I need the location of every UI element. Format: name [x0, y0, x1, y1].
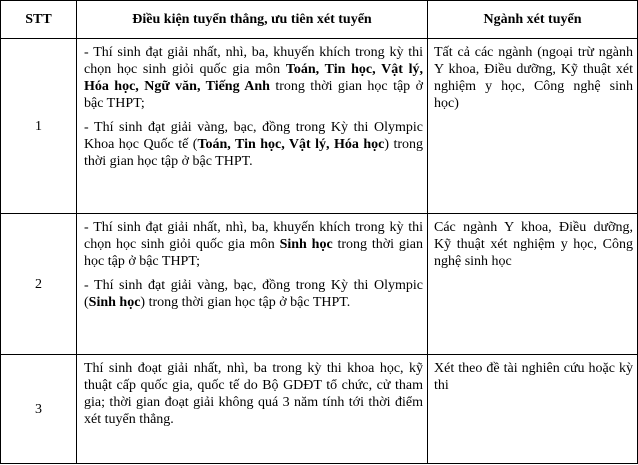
- table-row: [1, 39, 638, 214]
- subject-list: Sinh học: [88, 295, 141, 310]
- condition-paragraph: [84, 44, 423, 112]
- major-cell: Xét theo đề tài nghiên cứu hoặc kỳ thi: [428, 355, 638, 464]
- subject-list: Sinh học: [279, 237, 333, 252]
- row-number: 1: [1, 39, 77, 214]
- condition-text: - Thí sinh đạt giải vàng, bạc, đồng trong Kỳ thi Olympic (: [84, 278, 423, 310]
- condition-paragraph: Thí sinh đoạt giải nhất, nhì, ba trong kỳ thi khoa học, kỹ thuật cấp quốc gia, quốc tế do Bộ GDĐT tổ chức, cử tham gia; thời gian đoạt giải không quá 3 năm tính tới thời điểm xét tuyển thẳng.: [84, 361, 423, 427]
- subject-list: Toán, Tin học, Vật lý, Hóa học: [197, 137, 385, 152]
- table-row: [1, 355, 638, 464]
- major-cell: Các ngành Y khoa, Điều dưỡng, Kỹ thuật xét nghiệm y học, Công nghệ sinh học: [428, 214, 638, 355]
- header-condition: Điều kiện tuyển thẳng, ưu tiên xét tuyển: [77, 1, 428, 39]
- header-stt: STT: [1, 1, 77, 39]
- condition-paragraph: [84, 219, 423, 270]
- condition-text: - Thí sinh đạt giải nhất, nhì, ba, khuyến khích trong kỳ thi chọn học sinh giỏi quốc gia môn: [84, 45, 423, 77]
- condition-cell: [77, 355, 428, 464]
- condition-text: trong thời gian học tập ở bậc THPT;: [84, 79, 423, 111]
- condition-paragraph: [84, 277, 423, 311]
- row-number: 2: [1, 214, 77, 355]
- condition-cell: [77, 214, 428, 355]
- condition-cell: [77, 39, 428, 214]
- header-row: [1, 1, 638, 39]
- row-number: 3: [1, 355, 77, 464]
- condition-text: trong thời gian học tập ở bậc THPT;: [84, 237, 424, 269]
- condition-text: ) trong thời gian học tập ở bậc THPT.: [140, 295, 351, 310]
- major-cell: Tất cả các ngành (ngoại trừ ngành Y khoa, Điều dưỡng, Kỹ thuật xét nghiệm y học, Công nghệ sinh học): [428, 39, 638, 214]
- condition-text: - Thí sinh đạt giải nhất, nhì, ba, khuyến khích trong kỳ thi chọn học sinh giỏi quốc gia môn: [84, 220, 423, 252]
- condition-text: ) trong thời gian học tập ở bậc THPT.: [84, 137, 423, 169]
- header-major: Ngành xét tuyển: [428, 1, 638, 39]
- subject-list: Toán, Tin học, Vật lý, Hóa học, Ngữ văn, Tiếng Anh: [84, 62, 423, 94]
- condition-paragraph: [84, 119, 423, 170]
- table-row: [1, 214, 638, 355]
- condition-text: - Thí sinh đạt giải vàng, bạc, đồng trong Kỳ thi Olympic Khoa học Quốc tế (: [84, 120, 423, 152]
